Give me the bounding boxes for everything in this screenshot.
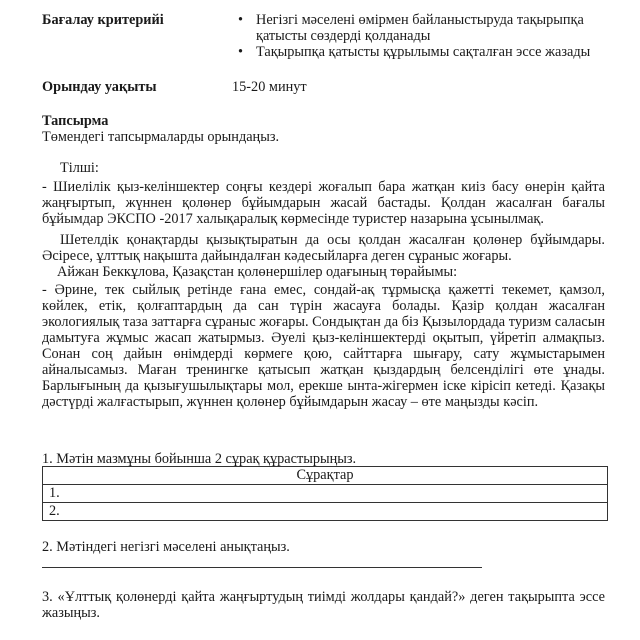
task-instruction: Төмендегі тапсырмаларды орындаңыз. bbox=[42, 129, 280, 145]
table-header: Сұрақтар bbox=[43, 467, 608, 485]
question-2: 2. Мәтіндегі негізгі мәселені анықтаңыз. bbox=[42, 539, 290, 555]
paragraph-3: - Әрине, тек сыйлық ретінде ғана емес, сондай-ақ тұрмысқа қажетті текемет, қамзол, көйлек, етік, қолғаптардың да сан түрін жасауға болады. Қазір қолдан жасалған экологиялық таза заттарға сұраныс жоғары. Сондықтан да біз Қызылордада туризм саласын дамытуға жұмыс жасап жатырмыз. Әуелі қыз-келіншектерді оқытып, үйретіп алмақпыз. Сонан соң дайын өнімдерді көрмеге қою, сайттарға шығару, сату жұмыстарымен айналысамыз. Маған тренингке қатысып жатқан қыздардың белсенділігі өте ұнады. Барлығының да қызығушылықтары мол, ерекше ынта-жігермен іске кірісіп кетеді. Қазақы дәстүрді жалғастырып, жүннен қолөнер бұйымдарын жасау – өте маңызды кәсіп. bbox=[42, 282, 605, 410]
question-1: 1. Мәтін мазмұны бойынша 2 сұрақ құрастырыңыз. bbox=[42, 451, 357, 467]
answer-cell-1[interactable]: 1. bbox=[43, 485, 608, 503]
task-heading: Тапсырма bbox=[42, 113, 109, 129]
answer-cell-2[interactable]: 2. bbox=[43, 503, 608, 521]
time-label: Орындау уақыты bbox=[42, 79, 157, 95]
table-row bbox=[43, 503, 608, 521]
criteria-item: • Негізгі мәселені өмірмен байланыстыруда тақырыпқа қатысты сөздерді қолданады bbox=[236, 12, 616, 44]
speaker-interviewee: Айжан Беккұлова, Қазақстан қолөнершілер одағының төрайымы: bbox=[57, 264, 458, 280]
question-3: 3. «Ұлттық қолөнерді қайта жаңғыртудың тиімді жолдары қандай?» деген тақырыпта эссе жазыңыз. bbox=[42, 589, 605, 621]
paragraph-1: - Шиелілік қыз-келіншектер соңғы кездері жоғалып бара жатқан киіз басу өнерін қайта жаңғыртып, жүннен қолөнер бұйымдарын жасай бастады. Қолдан жасалған бағалы бұйымдар ЭКСПО -2017 халықаралық көрмесінде туристер назарына ұсынылмақ. bbox=[42, 179, 605, 227]
paragraph-2: Шетелдік қонақтарды қызықтыратын да осы қолдан жасалған қолөнер бұйымдары. Әсіресе, ұлттық нақышта дайындалған кәдесыйларға деген сұраныс жоғары. bbox=[42, 232, 605, 264]
criteria-label: Бағалау критерийі bbox=[42, 12, 164, 28]
questions-table bbox=[42, 466, 608, 521]
answer-line[interactable] bbox=[42, 567, 482, 568]
criteria-item: • Тақырыпқа қатысты құрылымы сақталған эссе жазады bbox=[236, 44, 616, 60]
criteria-list bbox=[236, 12, 616, 60]
table-row bbox=[43, 485, 608, 503]
time-value: 15-20 минут bbox=[232, 79, 307, 95]
speaker-journalist: Тілші: bbox=[60, 160, 99, 176]
